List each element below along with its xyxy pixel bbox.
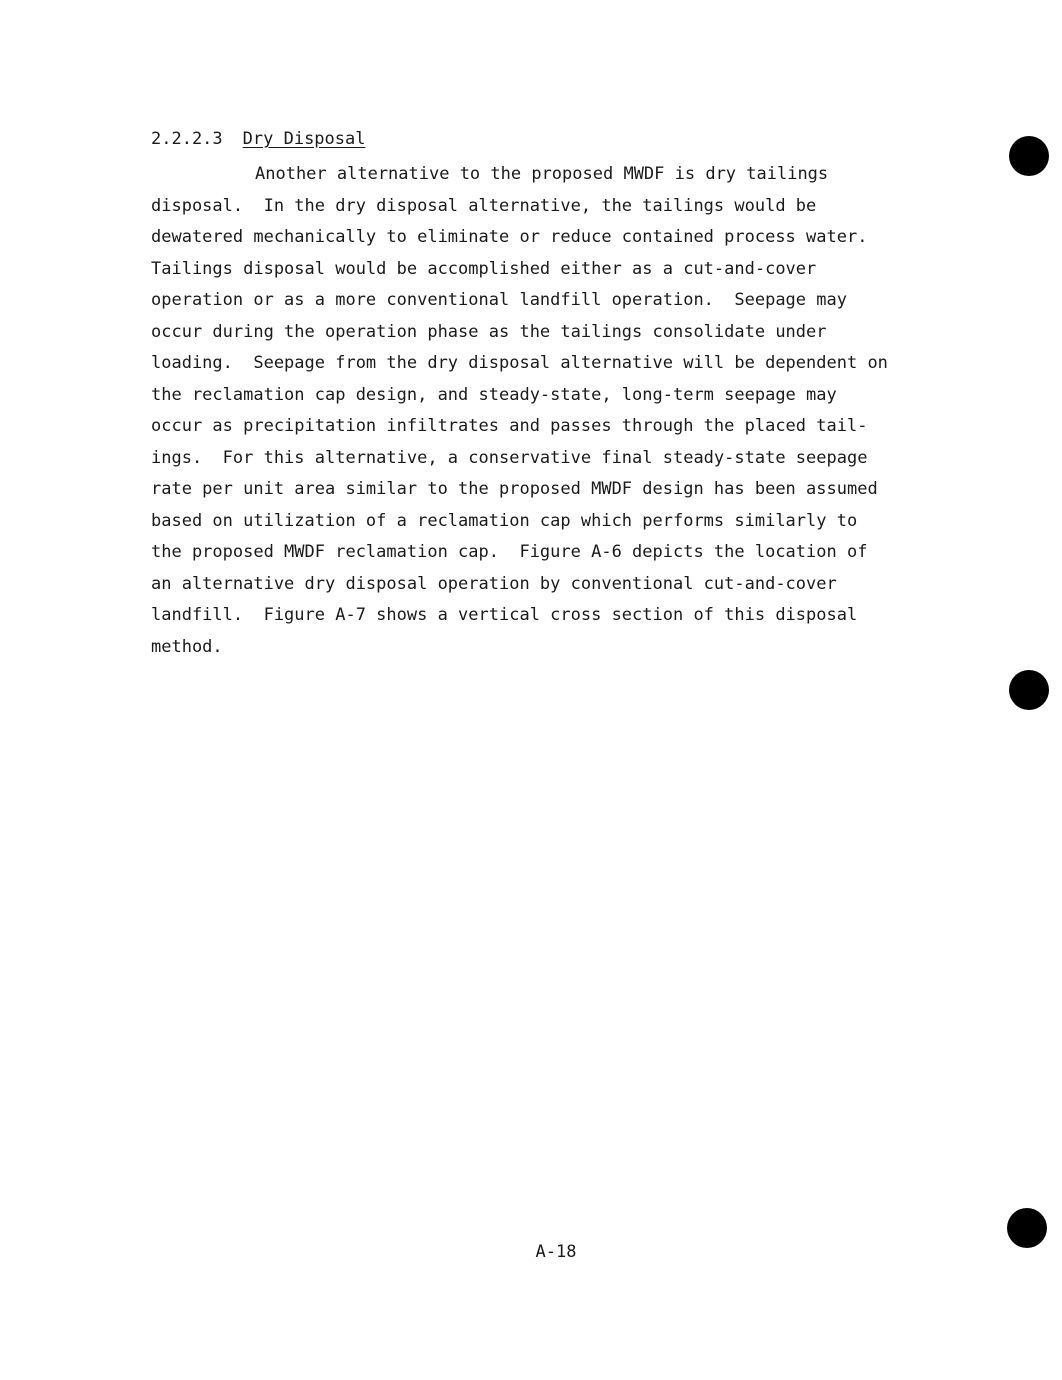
- paragraph-line: an alternative dry disposal operation by conventional cut-and-cover: [151, 573, 837, 594]
- paragraph-line: occur during the operation phase as the tailings consolidate under: [151, 321, 827, 342]
- paragraph-line: operation or as a more conventional landfill operation. Seepage may: [151, 290, 847, 310]
- paragraph-line: Tailings disposal would be accomplished either as a cut-and-cover: [151, 258, 817, 279]
- paragraph-line: dewatered mechanically to eliminate or reduce contained process water.: [151, 227, 868, 247]
- paragraph-line: landfill. Figure A-7 shows a vertical cross section of this disposal: [151, 605, 858, 625]
- section-number: 2.2.2.3: [151, 129, 223, 149]
- paragraph-line: rate per unit area similar to the proposed MWDF design has been assumed: [151, 479, 878, 499]
- section-heading: [151, 127, 365, 151]
- section-title: Dry Disposal: [242, 129, 366, 149]
- punch-hole-top: [1009, 136, 1049, 176]
- punch-hole-middle: [1009, 670, 1049, 710]
- body-paragraph: [151, 159, 931, 663]
- paragraph-line: the proposed MWDF reclamation cap. Figure A-6 depicts the location of: [151, 542, 868, 562]
- paragraph-line: Another alternative to the proposed MWDF is dry tailings: [255, 164, 829, 184]
- paragraph-line: based on utilization of a reclamation cap which performs similarly to: [151, 510, 858, 531]
- punch-hole-bottom: [1007, 1208, 1047, 1248]
- paragraph-line: loading. Seepage from the dry disposal alternative will be dependent on: [151, 353, 888, 373]
- paragraph-line: the reclamation cap design, and steady-state, long-term seepage may: [151, 384, 837, 405]
- paragraph-line: ings. For this alternative, a conservative final steady-state seepage: [151, 447, 868, 468]
- page-number: A-18: [535, 1242, 577, 1262]
- paragraph-line: disposal. In the dry disposal alternative, the tailings would be: [151, 195, 817, 216]
- paragraph-line: method.: [151, 636, 223, 657]
- paragraph-line: occur as precipitation infiltrates and passes through the placed tail-: [151, 416, 868, 436]
